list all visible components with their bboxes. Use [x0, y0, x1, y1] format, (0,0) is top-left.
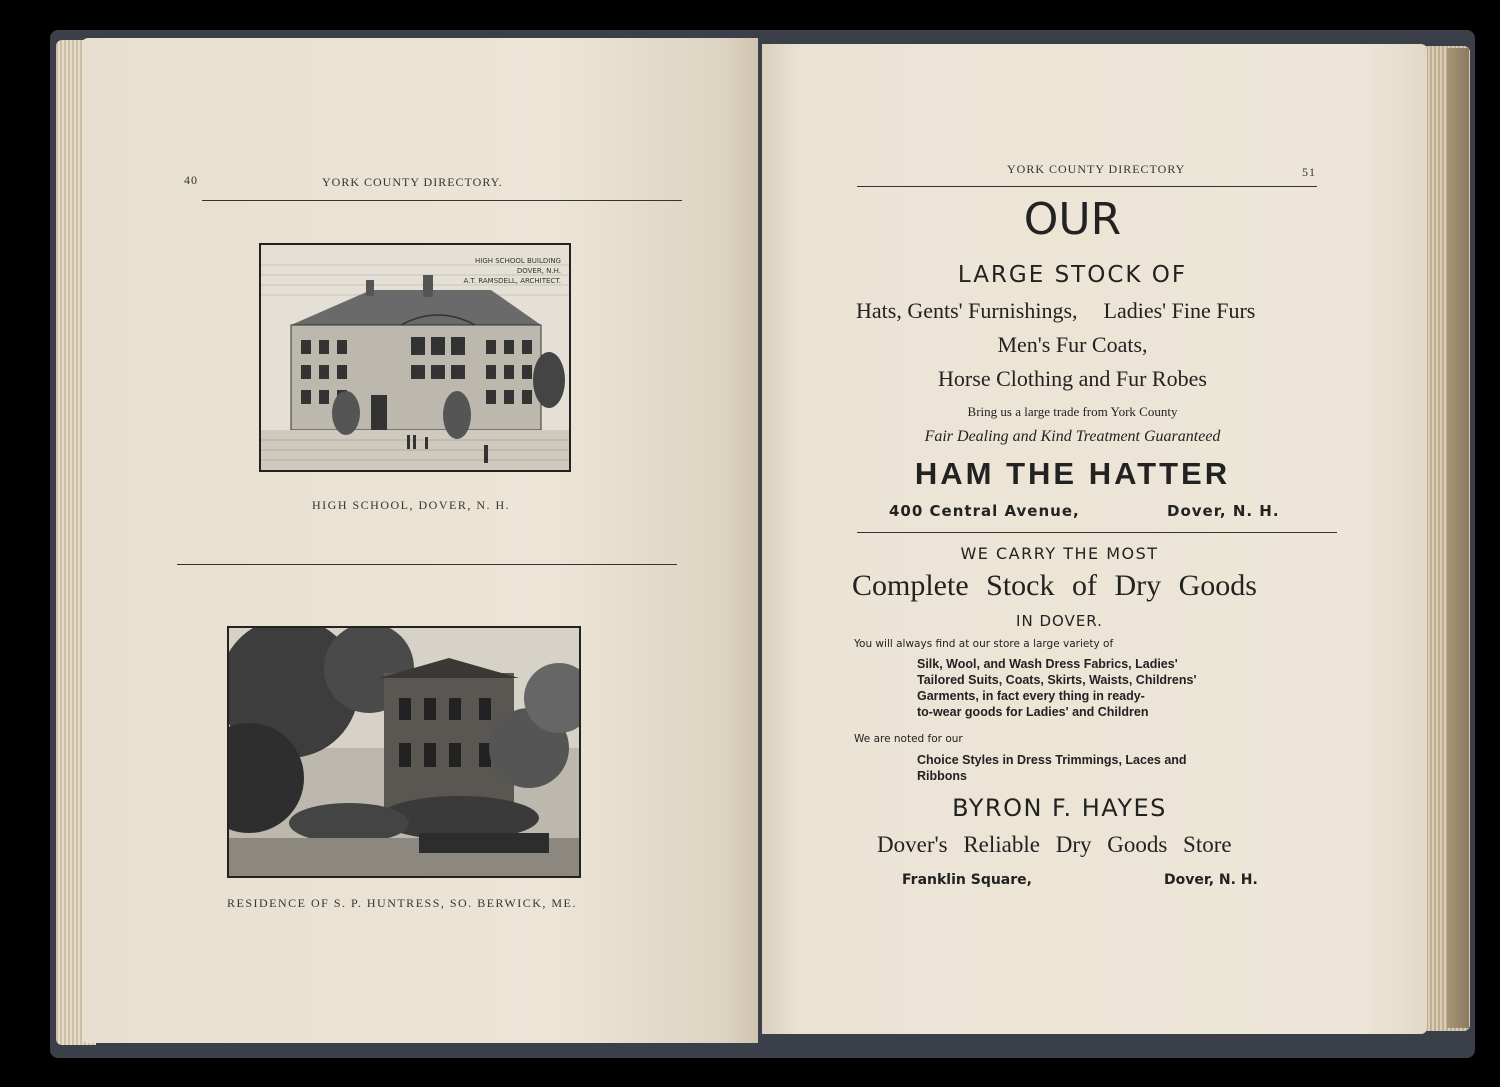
- ad2-fabrics-block: [917, 656, 1257, 720]
- ad2-city: Dover, N. H.: [1164, 872, 1258, 888]
- right-header-rule: [857, 186, 1317, 187]
- inscription-line-2: DOVER, N.H.: [516, 267, 561, 275]
- ad2-address: Franklin Square,: [902, 872, 1032, 888]
- high-school-caption: HIGH SCHOOL, DOVER, N. H.: [312, 498, 511, 512]
- right-running-head: YORK COUNTY DIRECTORY: [1007, 162, 1186, 176]
- high-school-engraving: [259, 243, 571, 472]
- ad1-large-stock: LARGE STOCK OF: [957, 262, 1188, 288]
- ad2-we-carry: WE CARRY THE MOST: [960, 544, 1159, 563]
- ad2-noted: We are noted for our: [854, 733, 963, 745]
- inscription-line-1: HIGH SCHOOL BUILDING: [475, 257, 561, 265]
- left-page-number: 40: [184, 173, 198, 187]
- ad1-ham-the-hatter: HAM THE HATTER: [914, 456, 1231, 491]
- book: [42, 30, 1482, 1060]
- ad1-fur-coats: Men's Fur Coats,: [997, 332, 1148, 357]
- residence-photograph: [227, 626, 581, 878]
- ad1-horse-clothing: Horse Clothing and Fur Robes: [938, 366, 1207, 391]
- ad2-body-line: Silk, Wool, and Wash Dress Fabrics, Ladies': [917, 657, 1178, 671]
- ad1-fair-dealing: Fair Dealing and Kind Treatment Guaranteed: [924, 428, 1221, 445]
- ad1-city: Dover, N. H.: [1167, 502, 1280, 520]
- ad1-our: OUR: [1023, 194, 1122, 245]
- left-middle-rule: [177, 564, 677, 565]
- left-page: [82, 38, 758, 1043]
- ad2-byron-hayes: BYRON F. HAYES: [952, 794, 1167, 822]
- ad1-bring-us: Bring us a large trade from York County: [967, 404, 1178, 419]
- right-page-number: 51: [1302, 165, 1316, 179]
- inscription-line-3: A.T. RAMSDELL, ARCHITECT.: [463, 277, 561, 285]
- ad2-body-line: Garments, in fact every thing in ready-: [917, 689, 1145, 703]
- ad1-address: 400 Central Avenue,: [889, 502, 1080, 520]
- right-divider-rule: [857, 532, 1337, 533]
- right-cover-edge: [1447, 48, 1469, 1028]
- ad2-body-line: to-wear goods for Ladies' and Children: [917, 705, 1149, 719]
- ad2-trimmings-block: [917, 752, 1257, 784]
- ad1-furs: Ladies' Fine Furs: [1103, 298, 1256, 323]
- left-running-head: YORK COUNTY DIRECTORY.: [322, 175, 503, 189]
- ad2-body-line: Tailored Suits, Coats, Skirts, Waists, Childrens': [917, 673, 1197, 687]
- ad2-complete-stock: Complete Stock of Dry Goods: [852, 569, 1257, 602]
- ad2-body-line: Choice Styles in Dress Trimmings, Laces and: [917, 753, 1187, 767]
- ad2-intro: You will always find at our store a large variety of: [854, 638, 1114, 650]
- right-page: [762, 44, 1427, 1034]
- residence-caption: RESIDENCE OF S. P. HUNTRESS, SO. BERWICK, ME.: [227, 896, 577, 910]
- ad2-body-line: Ribbons: [917, 769, 967, 783]
- ad1-hats-line: [856, 298, 1255, 324]
- left-header-rule: [202, 200, 682, 201]
- ad1-hats: Hats, Gents' Furnishings,: [856, 298, 1078, 323]
- high-school-illustration: [261, 245, 569, 470]
- residence-illustration: [229, 628, 579, 876]
- ad2-in-dover: IN DOVER.: [1016, 612, 1103, 630]
- ad2-tagline: Dover's Reliable Dry Goods Store: [877, 832, 1232, 857]
